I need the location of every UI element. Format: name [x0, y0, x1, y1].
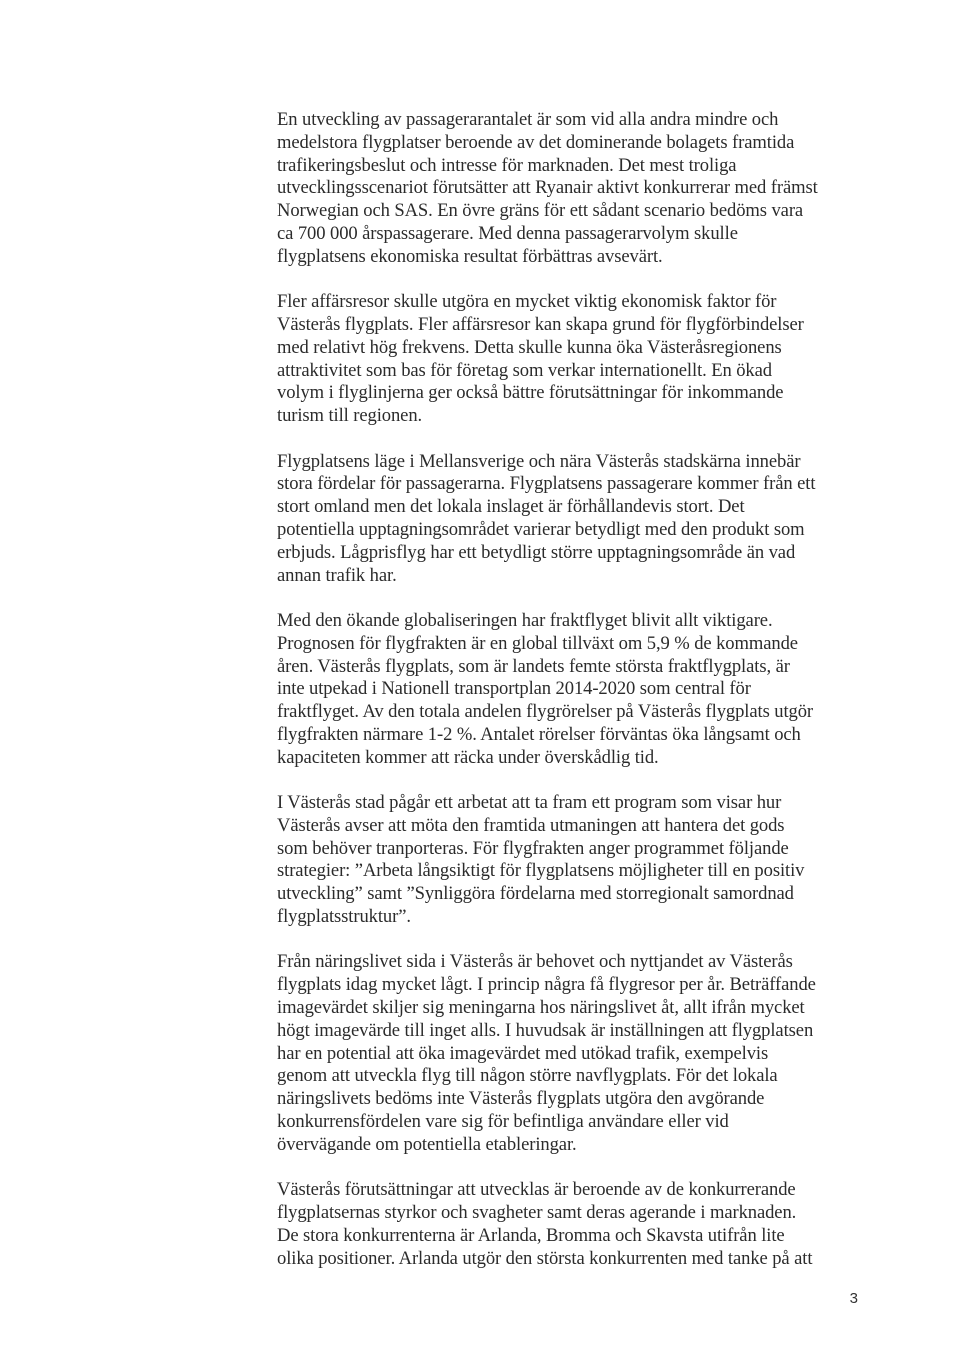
- paragraph-line: högt imagevärde till inget alls. I huvudsak är inställningen att flygplatsen: [277, 1019, 814, 1041]
- paragraph-line: stort omland men det lokala inslaget är förhållandevis stort. Det: [277, 496, 745, 518]
- paragraph-line: Prognosen för flygfrakten är en global tillväxt om 5,9 % de kommande: [277, 632, 798, 654]
- paragraph-line: Västerås flygplats. Fler affärsresor kan skapa grund för flygförbindelser: [277, 313, 804, 335]
- paragraph-line: turism till regionen.: [277, 405, 423, 427]
- paragraph-line: strategier: ”Arbeta långsiktigt för flygplatsens möjligheter till en positiv: [277, 860, 805, 882]
- paragraph: [277, 291, 897, 428]
- paragraph-line: övervägande om potentiella etableringar.: [277, 1133, 577, 1155]
- paragraph: [277, 109, 897, 269]
- paragraph-line: erbjuds. Lågprisflyg har ett betydligt större upptagningsområde än vad: [277, 541, 796, 563]
- paragraph-line: kapaciteten kommer att räcka under överskådlig tid.: [277, 746, 659, 768]
- paragraph-line: flygplatsstruktur”.: [277, 906, 411, 928]
- paragraph: [277, 610, 897, 770]
- paragraph-line: fraktflyget. Av den totala andelen flygrörelser på Västerås flygplats utgör: [277, 701, 814, 723]
- paragraph-line: åren. Västerås flygplats, som är landets femte största fraktflygplats, är: [277, 655, 790, 677]
- paragraph-line: volym i flyglinjerna ger också bättre förutsättningar för inkommande: [277, 382, 784, 404]
- paragraph-line: Västerås förutsättningar att utvecklas är beroende av de konkurrerande: [277, 1179, 796, 1201]
- paragraph-line: I Västerås stad pågår ett arbetat att ta fram ett program som visar hur: [277, 792, 782, 814]
- page-number: 3: [849, 1290, 858, 1307]
- paragraph: [277, 951, 897, 1156]
- paragraph-line: utvecklingsscenariot förutsätter att Ryanair aktivt konkurrerar med främst: [277, 177, 818, 199]
- paragraph-line: De stora konkurrenterna är Arlanda, Bromma och Skavsta utifrån lite: [277, 1224, 785, 1246]
- paragraph-line: medelstora flygplatser beroende av det dominerande bolagets framtida: [277, 131, 795, 153]
- paragraph-line: stora fördelar för passagerarna. Flygplatsens passagerare kommer från ett: [277, 473, 816, 495]
- paragraph-line: flygplatsernas styrkor och svagheter samt deras agerande i marknaden.: [277, 1202, 797, 1224]
- paragraph-line: ca 700 000 årspassagerare. Med denna passagerarvolym skulle: [277, 222, 738, 244]
- paragraph-line: som behöver tranporteras. För flygfrakten anger programmet följande: [277, 837, 789, 859]
- paragraph-line: utveckling” samt ”Synliggöra fördelarna med storregionalt samordnad: [277, 883, 794, 905]
- paragraph-line: genom att utveckla flyg till någon större navflygplats. För det lokala: [277, 1065, 778, 1087]
- paragraph-line: flygplatsens ekonomiska resultat förbättras avsevärt.: [277, 245, 663, 267]
- paragraph-line: Flygplatsens läge i Mellansverige och nära Västerås stadskärna innebär: [277, 450, 801, 472]
- paragraph-line: flygfrakten närmare 1-2 %. Antalet rörelser förväntas öka långsamt och: [277, 723, 801, 745]
- paragraph-line: imagevärdet skiljer sig meningarna hos näringslivet åt, allt ifrån mycket: [277, 997, 805, 1019]
- body-text: [277, 109, 897, 1293]
- paragraph-line: Med den ökande globaliseringen har fraktflyget blivit allt viktigare.: [277, 609, 773, 631]
- paragraph: [277, 1179, 897, 1270]
- paragraph-line: flygplats idag mycket lågt. I princip några få flygresor per år. Beträffande: [277, 974, 816, 996]
- paragraph-line: Från näringslivet sida i Västerås är behovet och nyttjandet av Västerås: [277, 951, 793, 973]
- paragraph-line: En utveckling av passagerarantalet är som vid alla andra mindre och: [277, 109, 779, 130]
- paragraph: [277, 451, 897, 588]
- paragraph-line: med relativt hög frekvens. Detta skulle kunna öka Västeråsregionens: [277, 336, 782, 358]
- paragraph-line: Västerås avser att möta den framtida utmaningen att hantera det gods: [277, 814, 785, 836]
- paragraph-line: Fler affärsresor skulle utgöra en mycket viktig ekonomisk faktor för: [277, 291, 777, 313]
- paragraph-line: olika positioner. Arlanda utgör den största konkurrenten med tanke på att: [277, 1247, 813, 1269]
- paragraph-line: inte utpekad i Nationell transportplan 2014-2020 som central för: [277, 678, 751, 700]
- paragraph-line: attraktivitet som bas för företag som verkar internationellt. En ökad: [277, 359, 772, 381]
- paragraph-line: annan trafik har.: [277, 564, 397, 586]
- paragraph-line: Norwegian och SAS. En övre gräns för ett sådant scenario bedöms vara: [277, 200, 804, 222]
- paragraph-line: konkurrensfördelen vare sig för befintliga användare eller vid: [277, 1111, 729, 1133]
- paragraph-line: näringslivets bedöms inte Västerås flygplats utgöra den avgörande: [277, 1088, 765, 1110]
- paragraph-line: har en potential att öka imagevärdet med utökad trafik, exempelvis: [277, 1042, 769, 1064]
- paragraph-line: potentiella upptagningsområdet varierar betydligt med den produkt som: [277, 518, 805, 540]
- paragraph-line: trafikeringsbeslut och intresse för marknaden. Det mest troliga: [277, 154, 737, 176]
- paragraph: [277, 792, 897, 929]
